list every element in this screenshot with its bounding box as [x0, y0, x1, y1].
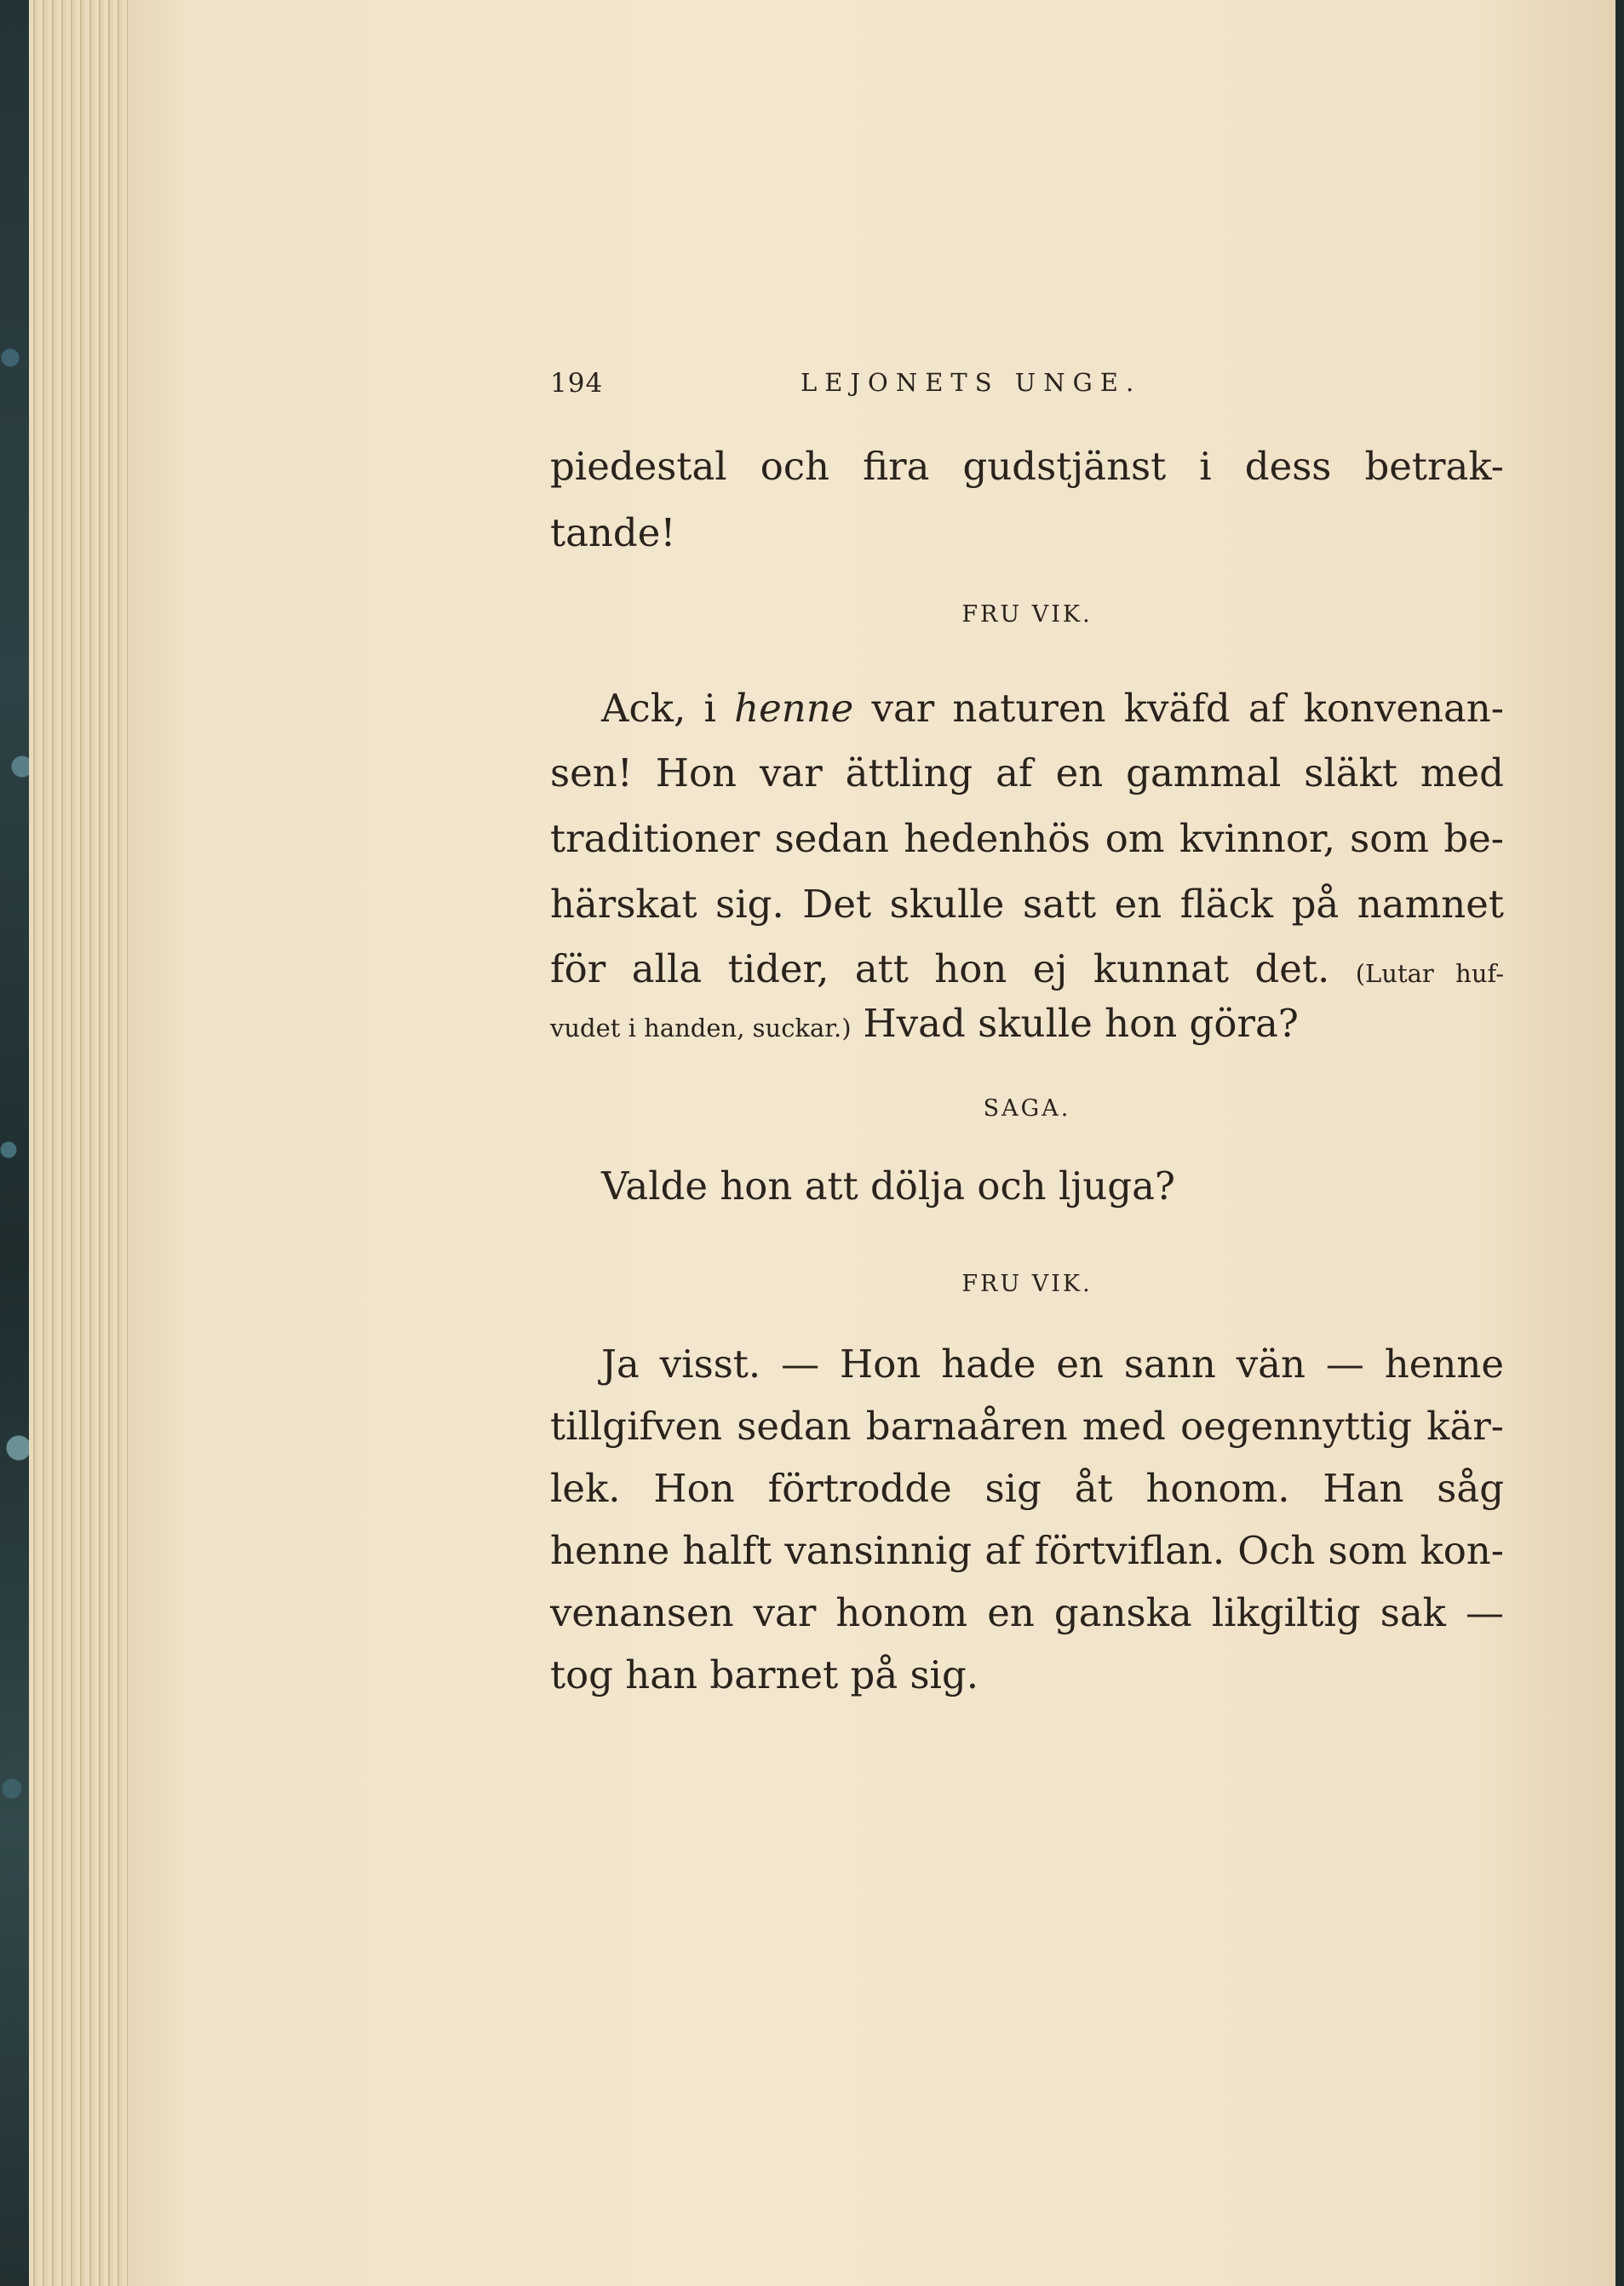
page-number: 194 [550, 368, 604, 399]
speaker-name: FRU VIK. [961, 601, 1093, 628]
text-segment: för alla tider, att hon ej kunnat det. [550, 946, 1330, 991]
text-line: tillgifven sedan barnaåren med oegennyttig kär- [550, 1404, 1504, 1449]
text-line: venansen var honom en ganska likgiltig sak — [550, 1590, 1504, 1635]
text-segment: Hvad skulle hon göra? [863, 1001, 1299, 1046]
text-segment: Ack, i [601, 686, 735, 731]
text-line: Ja visst. — Hon hade en sann vän — henne [601, 1341, 1504, 1387]
text-line: Valde hon att dölja och ljuga? [601, 1163, 1176, 1209]
text-line: henne halft vansinnig af förtviflan. Och som kon- [550, 1528, 1504, 1573]
text-line: traditioner sedan hedenhös om kvinnor, som be- [550, 816, 1504, 861]
text-segment: var naturen kväfd af konvenan- [853, 686, 1504, 731]
text-line [601, 683, 1504, 734]
text-line: härskat sig. Det skulle satt en fläck på namnet [550, 882, 1504, 927]
text-line: tande! [550, 510, 676, 555]
speaker-name: FRU VIK. [961, 1271, 1093, 1297]
text-line [550, 998, 1504, 1054]
page-edges [29, 0, 131, 2286]
text-line: lek. Hon förtrodde sig åt honom. Han såg [550, 1466, 1504, 1511]
text-line: tog han barnet på sig. [550, 1652, 979, 1697]
running-head [128, 368, 1624, 411]
text-line: sen! Hon var ättling af en gammal släkt med [550, 750, 1504, 796]
book-page [128, 0, 1624, 2286]
running-title: LEJONETS UNGE. [801, 368, 1142, 397]
italic-word: henne [734, 686, 854, 731]
stage-direction: vudet i handen, suckar.) [550, 1014, 852, 1042]
stage-direction: (Lutar huf- [1355, 959, 1504, 988]
text-line [550, 944, 1504, 999]
speaker-name: SAGA. [983, 1095, 1071, 1122]
dark-right-margin [1615, 0, 1624, 2286]
text-line: piedestal och fira gudstjänst i dess betrak- [550, 444, 1504, 489]
